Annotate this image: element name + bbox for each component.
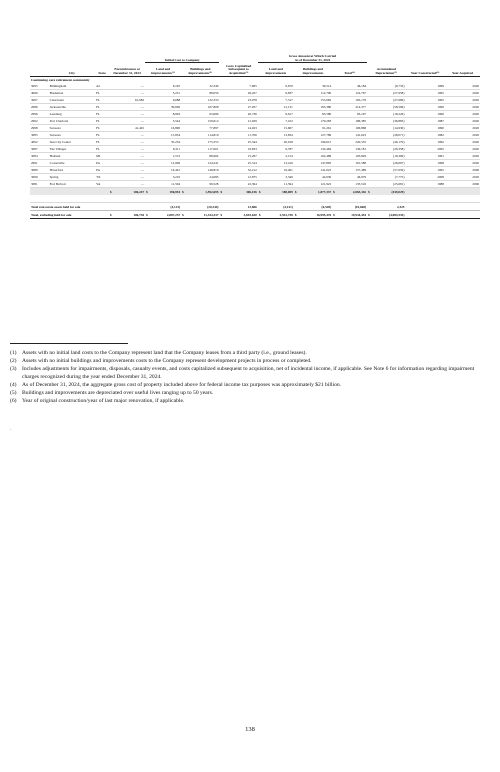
cell-capitalized: 12,875	[224, 174, 258, 181]
col-gross-land: Land and improvements	[258, 63, 294, 77]
cell-accumulated: (36,883)	[372, 118, 406, 125]
cell-state: FL	[95, 125, 109, 132]
cell-encumbrances: 61,082	[114, 97, 145, 104]
cell-gross-land: 6,787	[262, 146, 293, 153]
cell-id: 2998	[30, 125, 49, 132]
cell-accumulated: (27,958)	[372, 90, 406, 97]
currency-symbol: $	[368, 189, 370, 194]
footnote-text: As of December 31, 2024, the aggregate gross cost of property included above for federal income tax purposes was approximately $21 billion.	[22, 382, 342, 388]
cell-gross-buildings: 199,615	[298, 139, 332, 146]
excl-land: 2,887,257	[150, 211, 181, 219]
cell-capitalized: 32,212	[224, 167, 258, 174]
cell-id: 4092	[30, 139, 49, 146]
footnote	[10, 389, 480, 397]
cell-land: 11,594	[150, 181, 181, 188]
header-gross-date: As of December 31, 2024	[294, 58, 331, 62]
cell-total: 214,377	[337, 104, 367, 111]
cell-land: 6,195	[150, 83, 181, 90]
col-total: Total⁽⁴⁾	[332, 63, 367, 77]
col-year-acquired: Year Acquired	[445, 63, 480, 77]
cell-state: VA	[95, 181, 109, 188]
cell-encumbrances: —	[114, 132, 145, 139]
footnote	[10, 381, 480, 389]
cell-accumulated: (46,179)	[372, 139, 406, 146]
cell-encumbrances: —	[114, 167, 145, 174]
cell-state: TX	[95, 174, 109, 181]
cell-city: Coatesville	[49, 160, 95, 167]
cell-accumulated: (9,733)	[372, 83, 406, 90]
held-buildings: (20,344)	[186, 203, 220, 211]
table-row	[30, 174, 480, 181]
cell-gross-land: 6,670	[262, 83, 293, 90]
cell-land: 39,600	[150, 104, 181, 111]
cell-encumbrances: —	[114, 174, 145, 181]
header-group-row	[30, 53, 480, 63]
cell-id: 4090	[30, 90, 49, 97]
cell-city: The Villages	[49, 146, 95, 153]
footnote-text: Includes adjustments for impairments, disposals, casualty events, and costs capitalized subsequent to acquisition, net of incidental income, if applicable. See Note 6 for information regarding impairment charges recognized during the year ended December 31, 2024.	[22, 366, 475, 380]
cell-id: 3081	[30, 181, 49, 188]
subtotal-accumulated: (439,029)	[372, 188, 406, 196]
cell-capitalized: 23,978	[224, 97, 258, 104]
cell-gross-land: 7,317	[262, 97, 293, 104]
currency-symbol: $	[258, 212, 261, 217]
cell-buildings: 148,816	[186, 167, 220, 174]
cell-city: Sarasota	[49, 132, 95, 139]
cell-year-constructed: 1991	[405, 153, 445, 160]
cell-capitalized: 11,706	[224, 132, 258, 139]
cell-year-acquired: 2006	[445, 167, 480, 174]
cell-year-constructed: 1995	[405, 90, 445, 97]
cell-capitalized: 25,314	[224, 160, 258, 167]
header-columns-row	[30, 63, 480, 77]
currency-symbol: $	[182, 212, 184, 217]
total-excluding-row	[30, 211, 480, 219]
footnote-number: (5)	[10, 390, 17, 396]
subtotal-capitalized: 306,156	[224, 188, 258, 196]
cell-accumulated: (19,226)	[372, 111, 406, 118]
table-row	[30, 125, 480, 132]
currency-symbol: $	[182, 189, 184, 194]
cell-buildings: 24,083	[186, 174, 220, 181]
subtotal-encumbrances: 106,247	[114, 188, 145, 196]
cell-land: 5,544	[150, 118, 181, 125]
cell-gross-land: 15,607	[262, 125, 293, 132]
cell-total: 133,516	[337, 181, 367, 188]
cell-id: 3099	[30, 174, 49, 181]
cell-encumbrances: —	[114, 83, 145, 90]
cell-year-acquired: 2020	[445, 104, 480, 111]
cell-land: 1,572	[150, 153, 181, 160]
cell-gross-buildings: 195,380	[298, 104, 332, 111]
cell-land: 8,993	[150, 111, 181, 118]
cell-buildings: 88,904	[186, 153, 220, 160]
footnote-text: Assets with no initial land costs to the Company represent land that the Company leases from a third party (i.e., ground leases).	[22, 350, 307, 356]
cell-city: Birmingham	[49, 83, 95, 90]
cell-total: 103,829	[337, 153, 367, 160]
cell-city: Fort Belvoir	[49, 181, 95, 188]
held-accumulated: 2,325	[372, 203, 406, 211]
cell-state: PA	[95, 167, 109, 174]
cell-capitalized: 19,833	[224, 146, 258, 153]
footnote	[10, 349, 480, 357]
total-held-for-sale-row	[30, 203, 480, 211]
currency-symbol: $	[110, 212, 112, 217]
cell-city: Sarasota	[49, 125, 95, 132]
subtotal-land: 196,954	[150, 188, 181, 196]
cell-total: 161,588	[337, 160, 367, 167]
footnote-divider	[10, 343, 128, 344]
cell-id: 3097	[30, 97, 49, 104]
held-gross-land: (4,141)	[262, 203, 293, 211]
col-gross-buildings: Buildings and improvements	[294, 63, 332, 77]
cell-total: 163,179	[337, 97, 367, 104]
cell-city: Haverford	[49, 167, 95, 174]
spacer-row	[30, 195, 480, 203]
cell-id: 2086	[30, 104, 49, 111]
subtotal-total: 2,065,316	[337, 188, 367, 196]
cell-land: 12,900	[150, 160, 181, 167]
total-excluding-label: Total, excluding held for sale	[30, 211, 109, 219]
footnote-text: Assets with no initial buildings and improvements costs to the Company represent development projects in process or completed.	[22, 358, 312, 364]
cell-capitalized: 14,023	[224, 125, 258, 132]
currency-symbol: $	[110, 189, 112, 194]
cell-year-constructed: 1999	[405, 83, 445, 90]
cell-accumulated: (27,686)	[372, 97, 406, 104]
cell-land: 6,688	[150, 97, 181, 104]
cell-city: Spring	[49, 174, 95, 181]
currency-symbol: $	[333, 212, 335, 217]
cell-state: AL	[95, 83, 109, 90]
cell-gross-land: 3,349	[262, 174, 293, 181]
col-land: Land and improvements⁽¹⁾	[145, 63, 181, 77]
cell-land: 15,854	[150, 132, 181, 139]
cell-year-constructed: 2005	[405, 146, 445, 153]
cell-capitalized: 7,965	[224, 83, 258, 90]
cell-gross-land: 7,102	[262, 118, 293, 125]
cell-gross-buildings: 179,283	[298, 118, 332, 125]
subtotal-gross-land: 188,009	[262, 188, 293, 196]
excl-encumbrances: 106,730	[114, 211, 145, 219]
cell-year-constructed: 1990	[405, 125, 445, 132]
cell-gross-land: 2,154	[262, 153, 293, 160]
cell-buildings: 32,340	[186, 83, 220, 90]
cell-encumbrances: —	[114, 181, 145, 188]
cell-city: Port Charlotte	[49, 118, 95, 125]
currency-symbol: $	[294, 189, 297, 194]
footnote-number: (1)	[10, 350, 17, 356]
header-gross-amount	[258, 53, 367, 63]
cell-gross-buildings: 141,025	[298, 167, 332, 174]
table-body	[30, 77, 480, 188]
cell-capitalized: 22,394	[224, 181, 258, 188]
col-buildings: Buildings and improvements⁽²⁾	[181, 63, 219, 77]
cell-accumulated: (19,399)	[372, 153, 406, 160]
cell-land: 3,210	[150, 174, 181, 181]
cell-accumulated: (14,930)	[372, 125, 406, 132]
cell-gross-land: 11,594	[262, 181, 293, 188]
table-row	[30, 97, 480, 104]
col-state: State	[95, 63, 109, 77]
table-row	[30, 118, 480, 125]
cell-total: 186,385	[337, 118, 367, 125]
excl-total: 19,934,454	[337, 211, 367, 219]
footnote	[10, 365, 480, 381]
cell-accumulated: (28,071)	[372, 132, 406, 139]
held-gross-buildings: (6,528)	[298, 203, 332, 211]
real-estate-schedule-table	[30, 53, 480, 219]
cell-city: Bradenton	[49, 90, 95, 97]
cell-state: FL	[95, 132, 109, 139]
cell-accumulated: (58,596)	[372, 104, 406, 111]
header-initial-cost: Initial Cost to Company	[145, 53, 219, 63]
cell-encumbrances: —	[114, 111, 145, 118]
cell-year-acquired: 2020	[445, 118, 480, 125]
cell-id: 2992	[30, 118, 49, 125]
table-row	[30, 160, 480, 167]
cell-id: 3085	[30, 132, 49, 139]
currency-symbol: $	[146, 189, 148, 194]
cell-state: FL	[95, 97, 109, 104]
footnote-text: Year of original construction/year of last major renovation, if applicable.	[22, 398, 185, 404]
cell-total: 106,868	[337, 125, 367, 132]
excl-gross-buildings: 16,995,476	[298, 211, 332, 219]
cell-gross-land: 13,416	[262, 160, 293, 167]
excl-capitalized: 3,693,620	[224, 211, 258, 219]
cell-year-constructed: 1988	[405, 181, 445, 188]
total-held-for-sale-label: Total real estate assets held for sale	[30, 203, 109, 211]
cell-state: MI	[95, 153, 109, 160]
currency-symbol: $	[258, 189, 261, 194]
cell-buildings: 77,897	[186, 125, 220, 132]
held-capitalized: 13,866	[224, 203, 258, 211]
cell-year-acquired: 2006	[445, 181, 480, 188]
cell-id: 2991	[30, 160, 49, 167]
cell-year-constructed: 1995	[405, 167, 445, 174]
cell-city: Leesburg	[49, 111, 95, 118]
cell-buildings: 117,001	[186, 146, 220, 153]
cell-id: 3089	[30, 167, 49, 174]
table-totals	[30, 188, 480, 219]
cell-capitalized: 21,029	[224, 118, 258, 125]
currency-symbol: $	[333, 189, 335, 194]
excl-gross-land: 2,941,738	[262, 211, 293, 219]
cell-encumbrances: —	[114, 90, 145, 97]
cell-encumbrances: —	[114, 139, 145, 146]
cell-gross-land: 20,918	[262, 139, 293, 146]
footnote-number: (3)	[10, 366, 17, 372]
cell-year-constructed: 1992	[405, 139, 445, 146]
cell-accumulated: (57,659)	[372, 167, 406, 174]
cell-accumulated: (25,681)	[372, 181, 406, 188]
table-row	[30, 104, 480, 111]
table-row	[30, 90, 480, 97]
cell-year-acquired: 2020	[445, 146, 480, 153]
cell-city: Holland	[49, 153, 95, 160]
cell-id: 3087	[30, 146, 49, 153]
cell-land: 16,890	[150, 125, 181, 132]
cell-gross-buildings: 42,630	[298, 174, 332, 181]
currency-symbol: $	[368, 212, 370, 217]
table-row	[30, 111, 480, 118]
cell-encumbrances: —	[114, 146, 145, 153]
cell-id: 3084	[30, 153, 49, 160]
cell-year-acquired: 2020	[445, 111, 480, 118]
cell-total: 139,181	[337, 146, 367, 153]
cell-encumbrances: —	[114, 160, 145, 167]
table-row	[30, 139, 480, 146]
cell-buildings: 88,050	[186, 90, 220, 97]
cell-gross-buildings: 112,790	[298, 90, 332, 97]
cell-state: FL	[95, 118, 109, 125]
cell-encumbrances: —	[114, 104, 145, 111]
cell-year-acquired: 2020	[445, 160, 480, 167]
col-capitalized: Costs Capitalized Subsequent to Acquisition⁽³⁾	[219, 63, 257, 77]
cell-gross-land: 21,131	[262, 104, 293, 111]
cell-state: FL	[95, 139, 109, 146]
excl-buildings: 11,334,337	[186, 211, 220, 219]
cell-year-acquired: 2020	[445, 132, 480, 139]
cell-year-constructed: 1990	[405, 111, 445, 118]
cell-year-constructed: 1998	[405, 160, 445, 167]
col-accumulated: Accumulated Depreciation⁽⁵⁾	[367, 63, 405, 77]
schedule-table-section	[30, 53, 480, 219]
excl-accumulated: (4,083,535)	[372, 211, 406, 219]
cell-id: 2996	[30, 111, 49, 118]
footnote-number: (2)	[10, 358, 17, 364]
cell-year-constructed: 2008	[405, 174, 445, 181]
cell-capitalized: 27,057	[224, 104, 258, 111]
subtotal-row	[30, 188, 480, 196]
currency-symbol: $	[220, 189, 223, 194]
currency-symbol: $	[146, 212, 148, 217]
header-gross-title: Gross Amount at Which Carried	[288, 54, 337, 58]
cell-total: 46,979	[337, 174, 367, 181]
cell-gross-land: 9,837	[262, 90, 293, 97]
cell-gross-land: 16,461	[262, 167, 293, 174]
cell-year-acquired: 2020	[445, 90, 480, 97]
col-city: City	[49, 63, 95, 77]
footnote	[10, 357, 480, 365]
cell-capitalized: 15,297	[224, 153, 258, 160]
cell-buildings: 63,699	[186, 111, 220, 118]
cell-gross-buildings: 83,580	[298, 111, 332, 118]
cell-state: FL	[95, 111, 109, 118]
col-encumbrances: Encumbrances at December 31, 2024	[109, 63, 145, 77]
cell-gross-land: 9,617	[262, 111, 293, 118]
cell-year-acquired: 2020	[445, 174, 480, 181]
cell-year-constructed: 1995	[405, 97, 445, 104]
stray-mark: .	[10, 427, 12, 432]
cell-buildings: 99,528	[186, 181, 220, 188]
cell-accumulated: (26,697)	[372, 160, 406, 167]
footnote-number: (6)	[10, 398, 17, 404]
cell-buildings: 132,333	[186, 97, 220, 104]
cell-year-acquired: 2020	[445, 83, 480, 90]
col-year-constructed: Year Constructed⁽⁶⁾	[405, 63, 445, 77]
cell-year-acquired: 2020	[445, 153, 480, 160]
cell-year-acquired: 2020	[445, 125, 480, 132]
cell-buildings: 114,819	[186, 132, 220, 139]
cell-land: 35,254	[150, 139, 181, 146]
cell-total: 157,489	[337, 167, 367, 174]
cell-state: FL	[95, 104, 109, 111]
cell-gross-land: 13,834	[262, 132, 293, 139]
held-total: (10,668)	[337, 203, 367, 211]
table-row	[30, 153, 480, 160]
table-row	[30, 167, 480, 174]
cell-gross-buildings: 39,514	[298, 83, 332, 90]
cell-gross-buildings: 147,895	[298, 160, 332, 167]
cell-encumbrances: —	[114, 118, 145, 125]
cell-state: PA	[95, 160, 109, 167]
cell-capitalized: 20,736	[224, 111, 258, 118]
table-row	[30, 146, 480, 153]
cell-gross-buildings: 132,484	[298, 146, 332, 153]
cell-accumulated: (7,775)	[372, 174, 406, 181]
cell-state: FL	[95, 90, 109, 97]
cell-city: Clearwater	[49, 97, 95, 104]
cell-id: 3095	[30, 83, 49, 90]
cell-total: 141,623	[337, 132, 367, 139]
cell-gross-buildings: 127,789	[298, 132, 332, 139]
cell-encumbrances: 41,445	[114, 125, 145, 132]
cell-capitalized: 25,344	[224, 139, 258, 146]
cell-encumbrances: —	[114, 153, 145, 160]
cell-state: FL	[95, 146, 109, 153]
currency-symbol: $	[220, 212, 223, 217]
table-row	[30, 181, 480, 188]
footnotes	[10, 349, 480, 405]
cell-buildings: 159,612	[186, 118, 220, 125]
footnote-text: Buildings and improvements are depreciated over useful lives ranging up to 50 years.	[22, 390, 214, 396]
cell-year-constructed: 1999	[405, 104, 445, 111]
page-number: 138	[245, 726, 255, 733]
cell-capitalized: 29,457	[224, 90, 258, 97]
cell-gross-buildings: 121,922	[298, 181, 332, 188]
cell-year-acquired: 2020	[445, 139, 480, 146]
cell-total: 220,535	[337, 139, 367, 146]
cell-accumulated: (26,358)	[372, 146, 406, 153]
cell-gross-buildings: 102,489	[298, 153, 332, 160]
section-label: Continuing care retirement community	[31, 78, 90, 82]
table-row	[30, 132, 480, 139]
cell-land: 6,311	[150, 146, 181, 153]
cell-city: Sun City Center	[49, 139, 95, 146]
cell-gross-buildings: 91,261	[298, 125, 332, 132]
cell-total: 46,184	[337, 83, 367, 90]
footnote	[10, 397, 480, 405]
cell-year-acquired: 2020	[445, 97, 480, 104]
cell-year-constructed: 1982	[405, 132, 445, 139]
cell-buildings: 124,241	[186, 160, 220, 167]
footnote-number: (4)	[10, 382, 17, 388]
cell-buildings: 175,555	[186, 139, 220, 146]
subtotal-gross-buildings: 1,877,337	[298, 188, 332, 196]
cell-city: Jacksonville	[49, 104, 95, 111]
cell-gross-buildings: 155,682	[298, 97, 332, 104]
cell-buildings: 167,808	[186, 104, 220, 111]
subtotal-buildings: 1,592,695	[186, 188, 220, 196]
cell-year-constructed: 1987	[405, 118, 445, 125]
cell-land: 16,461	[150, 167, 181, 174]
held-land: (4,141)	[150, 203, 181, 211]
cell-total: 122,767	[337, 90, 367, 97]
currency-symbol: $	[294, 212, 297, 217]
cell-total: 93,197	[337, 111, 367, 118]
cell-land: 5,251	[150, 90, 181, 97]
